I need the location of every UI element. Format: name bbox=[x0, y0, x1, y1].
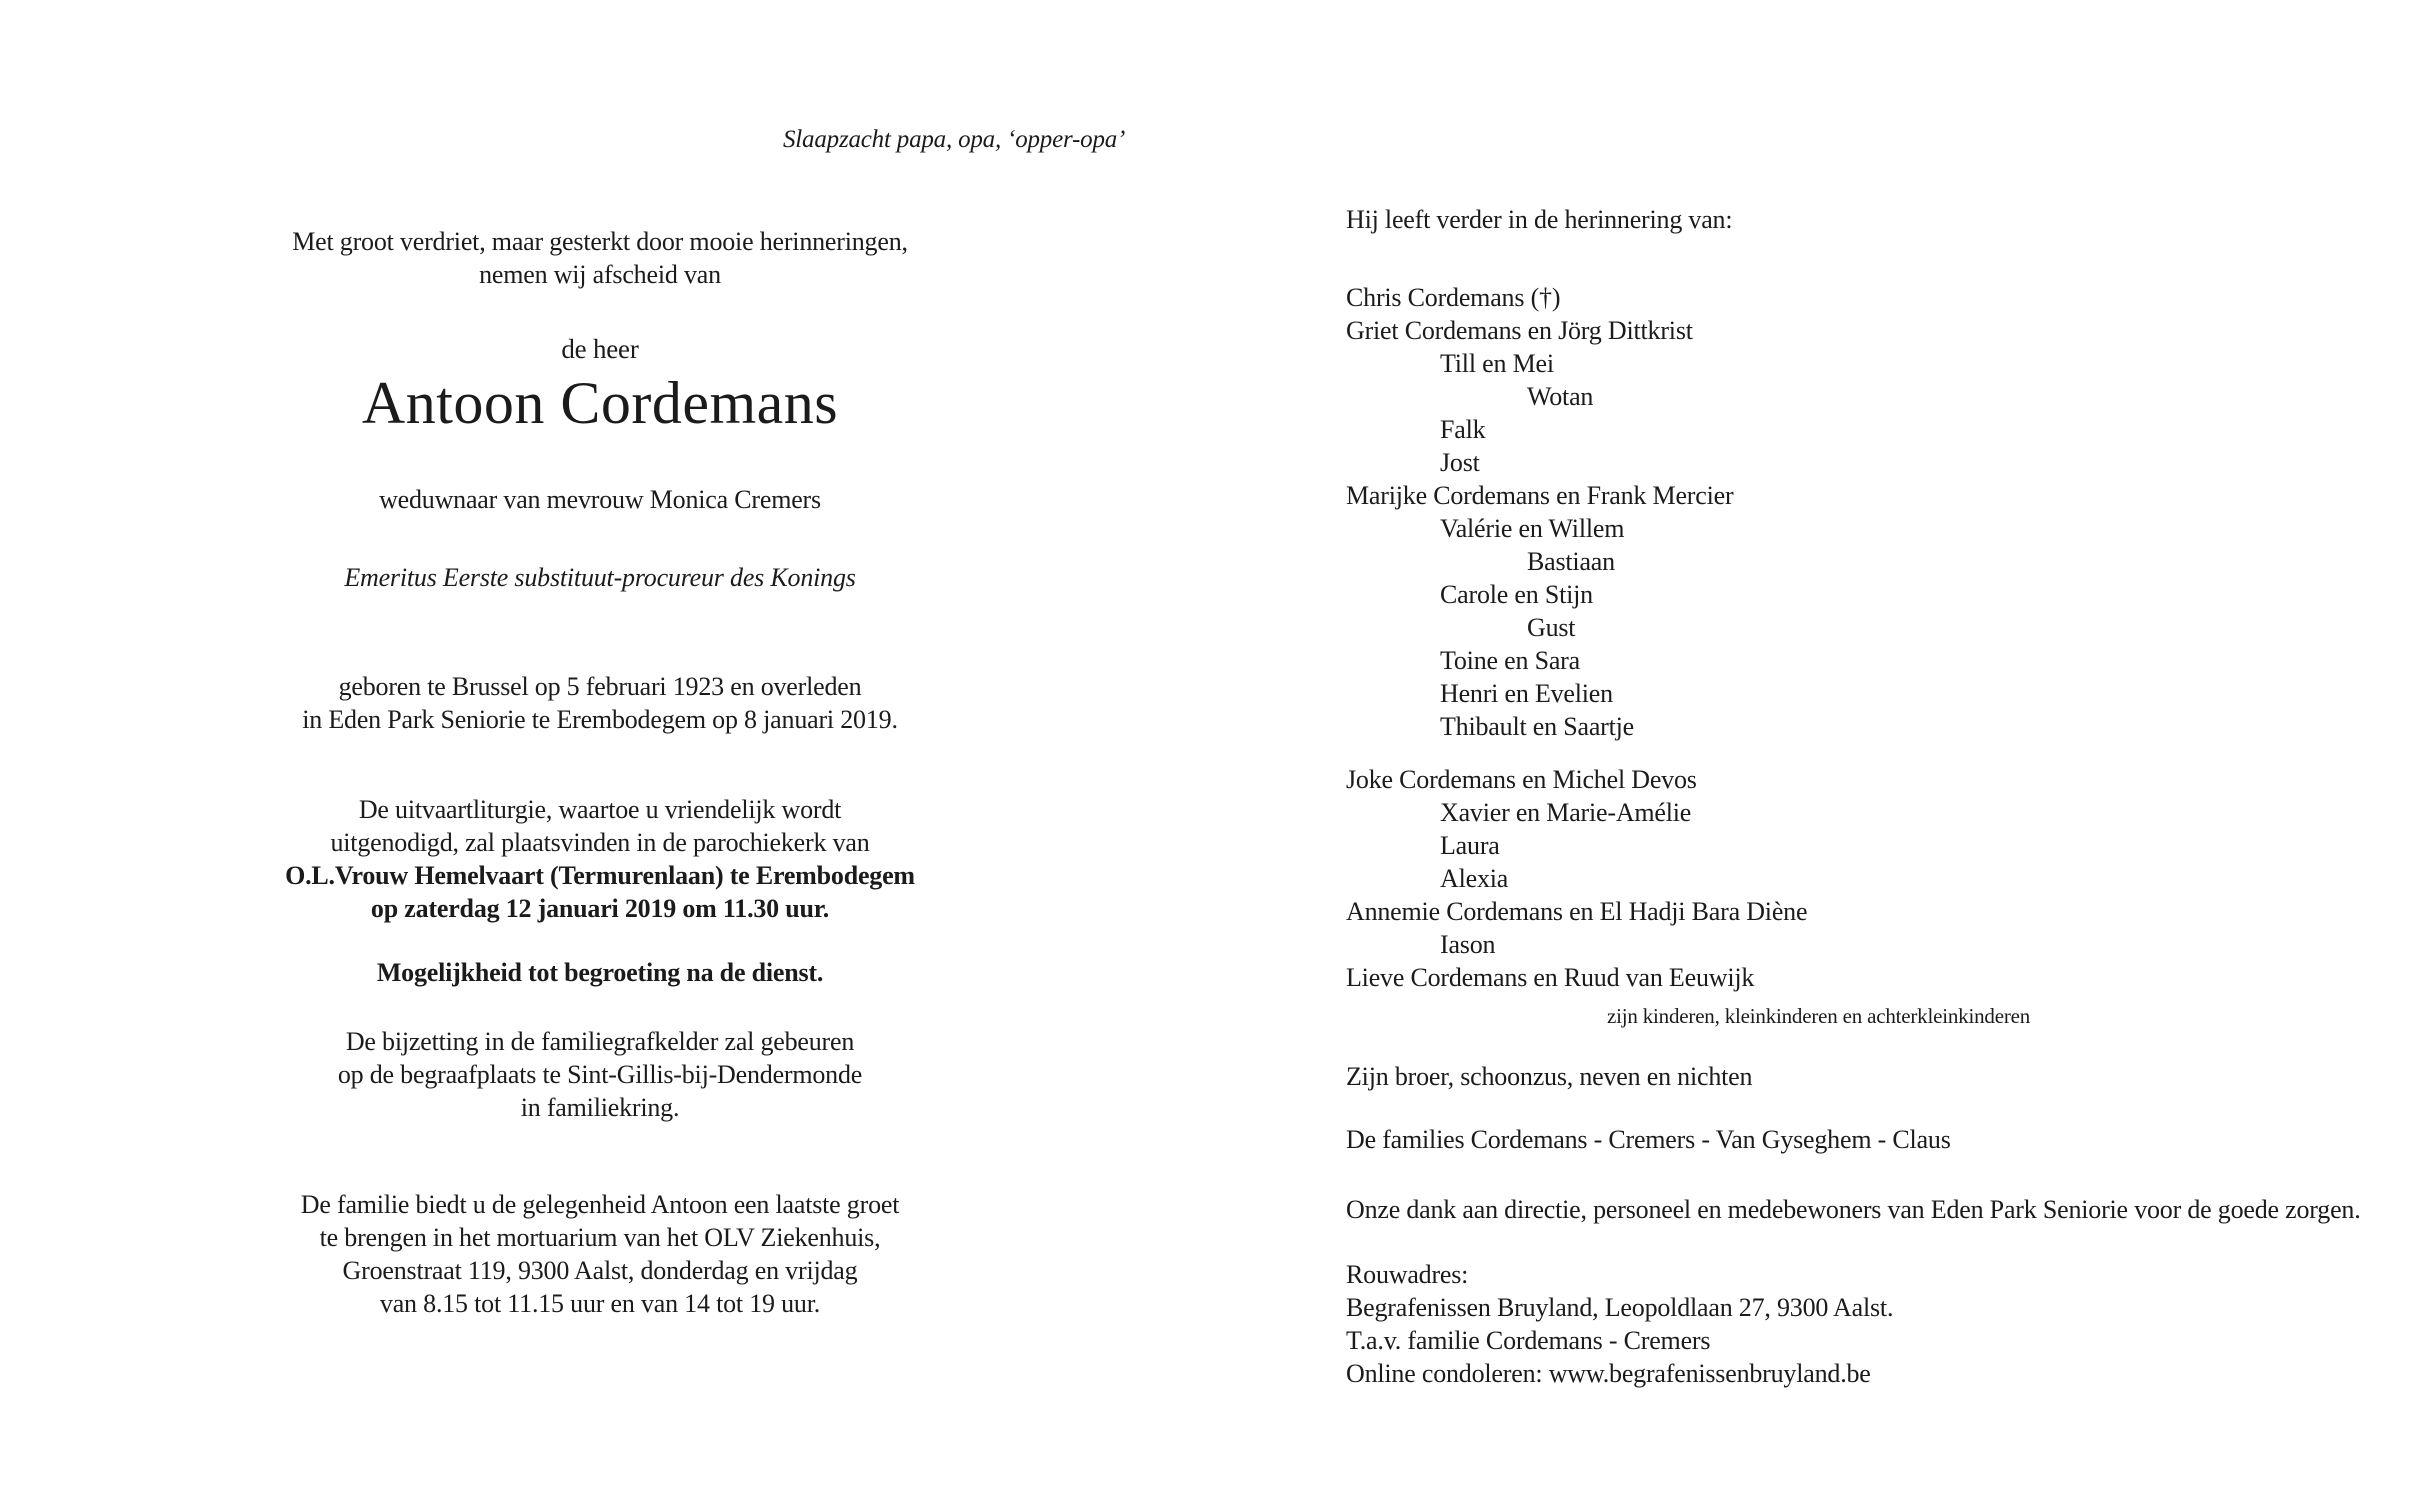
liturgy-details bbox=[205, 859, 995, 925]
family-line: Lieve Cordemans en Ruud van Eeuwijk bbox=[1346, 963, 1755, 992]
honorific: de heer bbox=[561, 334, 639, 364]
greeting-note: Mogelijkheid tot begroeting na de dienst. bbox=[376, 958, 824, 987]
family-line: Thibault en Saartje bbox=[1440, 712, 1635, 741]
family-line: Till en Mei bbox=[1440, 349, 1554, 378]
family-list-2 bbox=[1346, 763, 1807, 994]
family-line: Henri en Evelien bbox=[1440, 679, 1613, 708]
text-line: T.a.v. familie Cordemans - Cremers bbox=[1346, 1326, 1711, 1355]
family-line: Iason bbox=[1440, 930, 1496, 959]
family-line: Valérie en Willem bbox=[1440, 514, 1625, 543]
text-line: nemen wij afscheid van bbox=[479, 260, 721, 289]
family-line: Laura bbox=[1440, 831, 1500, 860]
mortuary-text bbox=[205, 1188, 995, 1320]
family-line: Marijke Cordemans en Frank Mercier bbox=[1346, 481, 1734, 510]
family-line: Toine en Sara bbox=[1440, 646, 1580, 675]
text-line: uitgenodigd, zal plaatsvinden in de parochiekerk van bbox=[330, 828, 870, 857]
liturgy-lines bbox=[205, 793, 995, 859]
text-line: De bijzetting in de familiegrafkelder zal gebeuren bbox=[345, 1027, 855, 1056]
intro-text bbox=[205, 225, 995, 291]
text-line: Groenstraat 119, 9300 Aalst, donderdag en vrijdag bbox=[342, 1256, 858, 1285]
text-line: geboren te Brussel op 5 februari 1923 en overleden bbox=[338, 672, 862, 701]
relatives-line: Zijn broer, schoonzus, neven en nichten bbox=[1346, 1062, 1753, 1091]
widower-line: weduwnaar van mevrouw Monica Cremers bbox=[379, 485, 821, 514]
family-line: Jost bbox=[1440, 448, 1480, 477]
text-line: Met groot verdriet, maar gesterkt door mooie herinneringen, bbox=[292, 227, 908, 256]
life-dates bbox=[205, 670, 995, 736]
family-list-1 bbox=[1346, 281, 1733, 743]
family-line: Carole en Stijn bbox=[1440, 580, 1593, 609]
family-line: Wotan bbox=[1527, 382, 1594, 411]
text-line: in Eden Park Seniorie te Erembodegem op 8 januari 2019. bbox=[302, 705, 898, 734]
text-line: Begrafenissen Bruyland, Leopoldlaan 27, 9300 Aalst. bbox=[1346, 1293, 1894, 1322]
memory-header: Hij leeft verder in de herinnering van: bbox=[1346, 205, 1733, 234]
family-line: Joke Cordemans en Michel Devos bbox=[1346, 765, 1697, 794]
families-line: De families Cordemans - Cremers - Van Gyseghem - Claus bbox=[1346, 1125, 1951, 1154]
mourning-address bbox=[1346, 1258, 1893, 1390]
text-line: op de begraafplaats te Sint-Gillis-bij-Dendermonde bbox=[337, 1060, 863, 1089]
family-line: Gust bbox=[1527, 613, 1576, 642]
text-line: te brengen in het mortuarium van het OLV Ziekenhuis, bbox=[319, 1223, 881, 1252]
deceased-name: Antoon Cordemans bbox=[361, 370, 839, 436]
text-line: Online condoleren: www.begrafenissenbruyland.be bbox=[1346, 1359, 1871, 1388]
family-line: Annemie Cordemans en El Hadji Bara Diène bbox=[1346, 897, 1808, 926]
text-line: van 8.15 tot 11.15 uur en van 14 tot 19 uur. bbox=[379, 1289, 821, 1318]
text-line: in familiekring. bbox=[520, 1093, 680, 1122]
text-line: De uitvaartliturgie, waartoe u vriendelijk wordt bbox=[358, 795, 842, 824]
epigraph: Slaapzacht papa, opa, ‘opper-opa’ bbox=[783, 126, 1126, 153]
family-line: Falk bbox=[1440, 415, 1486, 444]
text-line: op zaterdag 12 januari 2019 om 11.30 uur. bbox=[370, 894, 830, 923]
mourning-address-lines bbox=[1346, 1291, 1893, 1390]
mourning-address-label: Rouwadres: bbox=[1346, 1260, 1469, 1289]
children-note: zijn kinderen, kleinkinderen en achterkleinkinderen bbox=[1607, 1004, 2031, 1028]
family-line: Chris Cordemans (†) bbox=[1346, 283, 1561, 312]
burial-text bbox=[205, 1025, 995, 1124]
family-line: Alexia bbox=[1440, 864, 1509, 893]
liturgy-text bbox=[205, 793, 995, 925]
family-line: Griet Cordemans en Jörg Dittkrist bbox=[1346, 316, 1693, 345]
family-line: Bastiaan bbox=[1527, 547, 1615, 576]
thanks-line: Onze dank aan directie, personeel en medebewoners van Eden Park Seniorie voor de goede zorgen. bbox=[1346, 1195, 2361, 1224]
family-line: Xavier en Marie-Amélie bbox=[1440, 798, 1692, 827]
text-line: O.L.Vrouw Hemelvaart (Termurenlaan) te Erembodegem bbox=[285, 861, 915, 890]
emeritus-title: Emeritus Eerste substituut-procureur des Konings bbox=[344, 563, 856, 592]
text-line: De familie biedt u de gelegenheid Antoon een laatste groet bbox=[300, 1190, 900, 1219]
